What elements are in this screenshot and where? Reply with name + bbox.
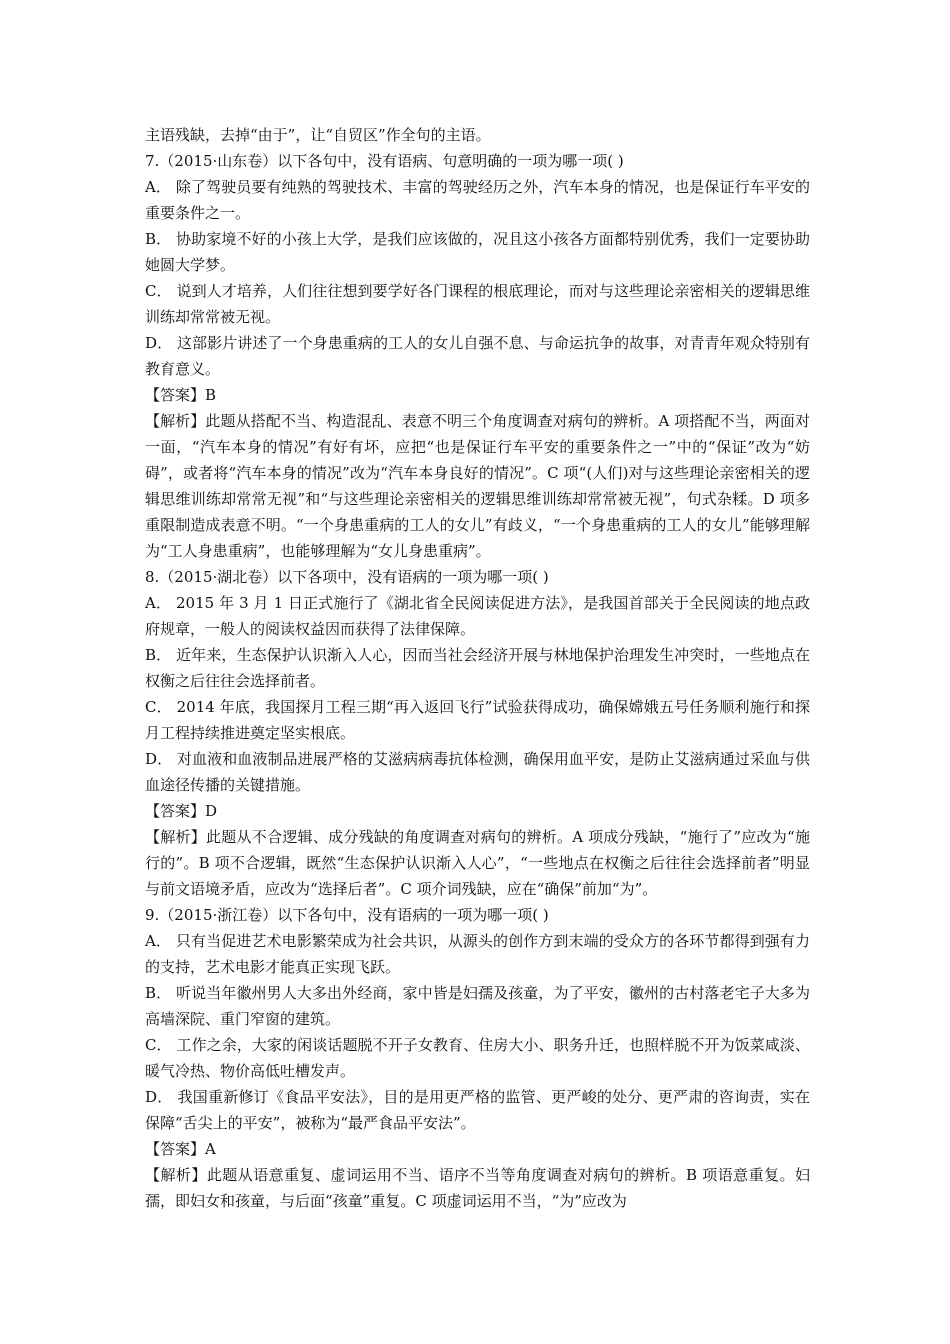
paragraph-continuation: 主语残缺，去掉“由于”，让“自贸区”作全句的主语。	[145, 126, 491, 144]
question-8-option-a: A． 2015 年 3 月 1 日正式施行了《湖北省全民阅读促进方法》，是我国首部关于全民阅读的地点政府规章，一般人的阅读权益因而获得了法律保障。	[145, 594, 810, 638]
question-7-option-b: B． 协助家境不好的小孩上大学，是我们应该做的，况且这小孩各方面都特别优秀，我们一定要协助她圆大学梦。	[145, 230, 810, 274]
question-9-stem: 9.（2015·浙江卷）以下各句中，没有语病的一项为哪一项( )	[145, 906, 549, 924]
question-7-option-c: C． 说到人才培养，人们往往想到要学好各门课程的根底理论，而对与这些理论亲密相关的逻辑思维训练却常常被无视。	[145, 282, 810, 326]
document-page	[145, 122, 810, 1214]
question-7-option-d: D． 这部影片讲述了一个身患重病的工人的女儿自强不息、与命运抗争的故事，对青青年观众特别有教育意义。	[145, 334, 810, 378]
question-8-option-d: D． 对血液和血液制品进展严格的艾滋病病毒抗体检测，确保用血平安，是防止艾滋病通过采血与供血途径传播的关键措施。	[145, 750, 810, 794]
question-9-answer: 【答案】A	[145, 1140, 216, 1158]
question-8-answer: 【答案】D	[145, 802, 218, 820]
question-9-option-d: D． 我国重新修订《食品平安法》，目的是用更严格的监管、更严峻的处分、更严肃的咨询责，实在保障“舌尖上的平安”，被称为“最严食品平安法”。	[145, 1088, 810, 1132]
question-7-answer: 【答案】B	[145, 386, 217, 404]
question-9-option-c: C． 工作之余，大家的闲谈话题脱不开子女教育、住房大小、职务升迁，也照样脱不开为饭菜咸淡、暖气冷热、物价高低吐槽发声。	[145, 1036, 810, 1080]
question-9-option-b: B． 听说当年徽州男人大多出外经商，家中皆是妇孺及孩童，为了平安，徽州的古村落老宅子大多为高墙深院、重门窄窗的建筑。	[145, 984, 810, 1028]
question-9-option-a: A． 只有当促进艺术电影繁荣成为社会共识，从源头的创作方到末端的受众方的各环节都得到强有力的支持，艺术电影才能真正实现飞跃。	[145, 932, 810, 976]
question-9-analysis: 【解析】此题从语意重复、虚词运用不当、语序不当等角度调查对病句的辨析。B 项语意重复。妇孺，即妇女和孩童，与后面“孩童”重复。C 项虚词运用不当，“为”应改为	[145, 1166, 810, 1210]
question-7-option-a: A． 除了驾驶员要有纯熟的驾驶技术、丰富的驾驶经历之外，汽车本身的情况，也是保证行车平安的重要条件之一。	[145, 178, 810, 222]
question-7-analysis: 【解析】此题从搭配不当、构造混乱、表意不明三个角度调查对病句的辨析。A 项搭配不当，两面对一面，“汽车本身的情况”有好有坏，应把“也是保证行车平安的重要条件之一”中的“保证”改为“妨碍”，或者将“汽车本身的情况”改为“汽车本身良好的情况”。C 项“(人们)对与这些理论亲密相关的逻辑思维训练却常常无视”和“与这些理论亲密相关的逻辑思维训练却常常被无视”，句式杂糅。D 项多重限制造成表意不明。“一个身患重病的工人的女儿”有歧义，“一个身患重病的工人的女儿”能够理解为“工人身患重病”，也能够理解为“女儿身患重病”。	[145, 412, 810, 560]
question-7-stem: 7.（2015·山东卷）以下各句中，没有语病、句意明确的一项为哪一项( )	[145, 152, 624, 170]
question-8-option-b: B． 近年来，生态保护认识渐入人心，因而当社会经济开展与林地保护治理发生冲突时，一些地点在权衡之后往往会选择前者。	[145, 646, 810, 690]
question-8-option-c: C． 2014 年底，我国探月工程三期“再入返回飞行”试验获得成功，确保嫦娥五号任务顺利施行和探月工程持续推进奠定坚实根底。	[145, 698, 810, 742]
question-8-stem: 8.（2015·湖北卷）以下各项中，没有语病的一项为哪一项( )	[145, 568, 549, 586]
question-8-analysis: 【解析】此题从不合逻辑、成分残缺的角度调查对病句的辨析。A 项成分残缺，“施行了”应改为“施行的”。B 项不合逻辑，既然“生态保护认识渐入人心”，“一些地点在权衡之后往往会选择前者”明显与前文语境矛盾，应改为“选择后者”。C 项介词残缺，应在“确保”前加“为”。	[145, 828, 810, 898]
